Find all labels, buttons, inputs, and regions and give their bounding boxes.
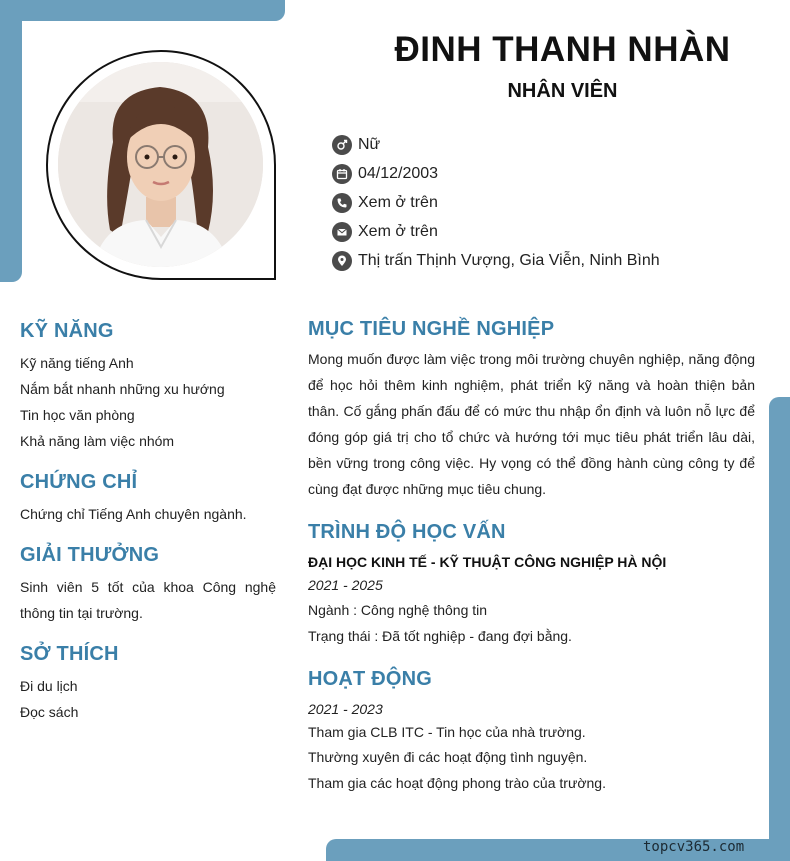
certificate-item: Chứng chỉ Tiếng Anh chuyên ngành. bbox=[20, 506, 247, 522]
education-period: 2021 - 2025 bbox=[308, 577, 383, 593]
frame-bar-right bbox=[769, 397, 790, 861]
info-item-email bbox=[332, 217, 660, 246]
education-title: TRÌNH ĐỘ HỌC VẤN bbox=[308, 521, 506, 543]
certificates-title: CHỨNG CHỈ bbox=[20, 471, 138, 493]
skill-item: Khả năng làm việc nhóm bbox=[20, 433, 175, 449]
info-phone-text: Xem ở trên bbox=[358, 193, 438, 211]
skill-item: Nắm bắt nhanh những xu hướng bbox=[20, 381, 225, 397]
activity-item: Tham gia CLB ITC - Tin học của nhà trường. bbox=[308, 724, 586, 740]
candidate-name: ĐINH THANH NHÀN bbox=[394, 30, 731, 69]
gender-icon bbox=[332, 135, 352, 155]
info-item-address bbox=[332, 246, 660, 275]
frame-bar-left bbox=[0, 0, 22, 282]
profile-photo bbox=[58, 62, 263, 267]
objective-title: MỤC TIÊU NGHỀ NGHIỆP bbox=[308, 318, 555, 340]
activities-title: HOẠT ĐỘNG bbox=[308, 668, 433, 690]
info-gender-text: Nữ bbox=[358, 135, 381, 153]
education-status: Trạng thái : Đã tốt nghiệp - đang đợi bằng. bbox=[308, 628, 572, 644]
calendar-icon bbox=[332, 164, 352, 184]
phone-icon bbox=[332, 193, 352, 213]
education-school: ĐẠI HỌC KINH TẾ - KỸ THUẬT CÔNG NGHIỆP HÀ NỘI bbox=[308, 554, 667, 570]
activity-item: Tham gia các hoạt động phong trào của trường. bbox=[308, 775, 606, 791]
objective-text: Mong muốn được làm việc trong môi trường chuyên nghiệp, năng động để học hỏi thêm kinh nghiệm, phát triển kỹ năng và hoàn thiện bản thân. Cố gắng phấn đấu để có mức thu nhập ổn định và luôn nỗ lực để đóng góp giá trị cho tổ chức và hướng tới mục tiêu phát triển lâu dài, bền vững trong công việc. Hy vọng có thể đồng hành cùng công ty để cùng đạt được những mục tiêu chung. bbox=[308, 351, 755, 497]
activity-item: Thường xuyên đi các hoạt động tình nguyện. bbox=[308, 749, 588, 765]
hobbies-title: SỞ THÍCH bbox=[20, 643, 119, 665]
info-email-text: Xem ở trên bbox=[358, 222, 438, 240]
location-pin-icon bbox=[332, 251, 352, 271]
info-address-text: Thị trấn Thịnh Vượng, Gia Viễn, Ninh Bình bbox=[358, 251, 660, 269]
skill-item: Kỹ năng tiếng Anh bbox=[20, 355, 134, 371]
awards-text: Sinh viên 5 tốt của khoa Công nghệ thông tin tại trường. bbox=[20, 579, 276, 621]
info-birthday-text: 04/12/2003 bbox=[358, 164, 439, 182]
info-item-phone bbox=[332, 188, 660, 217]
info-item-birthday bbox=[332, 159, 660, 188]
candidate-role: NHÂN VIÊN bbox=[507, 80, 618, 102]
activities-period: 2021 - 2023 bbox=[308, 701, 383, 717]
frame-bar-top bbox=[0, 0, 285, 21]
contact-info-list bbox=[332, 130, 660, 275]
awards-title: GIẢI THƯỞNG bbox=[20, 544, 160, 566]
mail-icon bbox=[332, 222, 352, 242]
skills-title: KỸ NĂNG bbox=[20, 320, 114, 342]
hobby-item: Đi du lịch bbox=[20, 678, 78, 694]
info-item-gender bbox=[332, 130, 660, 159]
education-major: Ngành : Công nghệ thông tin bbox=[308, 602, 488, 618]
footer-brand: topcv365.com bbox=[643, 839, 745, 855]
skill-item: Tin học văn phòng bbox=[20, 407, 135, 423]
hobby-item: Đọc sách bbox=[20, 704, 79, 720]
